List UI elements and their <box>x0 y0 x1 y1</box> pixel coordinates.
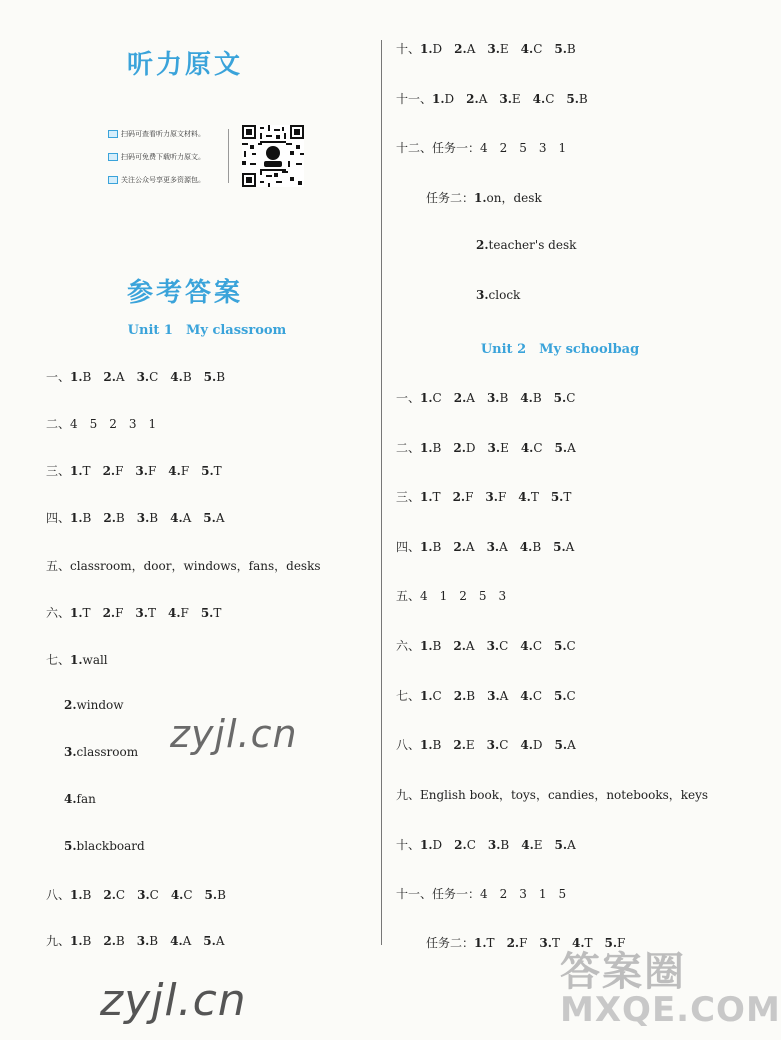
item-number: 2. <box>453 639 466 653</box>
item-number: 2. <box>466 92 479 106</box>
item-answer: D <box>465 441 476 455</box>
item-answer: A <box>565 540 575 554</box>
item-answer: E <box>500 441 509 455</box>
answers-title: 参考答案 <box>126 278 243 308</box>
qr-line: 关注公众号享更多资源包。 <box>108 175 205 185</box>
answer-line <box>396 439 576 456</box>
item-answer: A <box>466 42 476 56</box>
item-answer: T <box>82 606 91 620</box>
item-number: 1. <box>70 934 83 948</box>
item-answer: A <box>466 391 475 405</box>
question-number: 六、 <box>396 639 421 653</box>
item-answer: D <box>532 738 543 752</box>
item-answer: C <box>499 639 509 653</box>
item-answer: F <box>180 606 189 620</box>
item-answer: F <box>115 464 124 478</box>
item-answer: T <box>213 464 222 478</box>
item-number: 3. <box>136 370 150 384</box>
answer-line <box>46 651 108 668</box>
item-number: 2. <box>103 511 116 525</box>
item-number: 5. <box>554 689 567 703</box>
answer-line <box>396 637 576 654</box>
item-number: 5. <box>64 839 77 853</box>
item-number: 4. <box>170 370 183 384</box>
item-number: 5. <box>553 391 567 405</box>
book-icon <box>108 153 118 161</box>
item-number: 2. <box>454 838 467 852</box>
item-answer: C <box>533 441 543 455</box>
question-number: 四、 <box>396 540 421 554</box>
item-number: 3. <box>486 540 500 554</box>
answer-line <box>426 189 542 206</box>
item-answer: T <box>82 464 91 478</box>
item-answer: B <box>82 934 92 948</box>
question-number: 七、 <box>396 689 421 703</box>
item-answer: C <box>149 888 159 902</box>
item-answer: B <box>149 934 159 948</box>
item-answer: A <box>215 511 225 525</box>
item-number: 4. <box>520 42 534 56</box>
item-number: 4. <box>571 936 585 950</box>
item-number: 2. <box>64 698 77 712</box>
item-number: 2. <box>102 464 116 478</box>
item-answer: E <box>511 92 521 106</box>
item-answer: B <box>182 370 192 384</box>
item-number: 1. <box>70 464 83 478</box>
item-number: 4. <box>518 490 531 504</box>
question-number: 五、 <box>46 559 71 573</box>
answer-line <box>396 836 576 853</box>
answer-line <box>476 288 520 302</box>
item-number: 1. <box>70 370 83 384</box>
item-answer: B <box>500 838 510 852</box>
item-number: 1. <box>420 838 433 852</box>
item-answer: B <box>432 441 442 455</box>
item-answer: A <box>567 441 576 455</box>
item-answer: teacher's desk <box>488 238 577 252</box>
answer-line <box>46 886 226 903</box>
item-answer: A <box>567 838 576 852</box>
item-answer: A <box>182 934 192 948</box>
item-number: 4. <box>170 934 183 948</box>
question-number: 一、 <box>46 370 71 384</box>
right-column <box>380 0 738 1040</box>
answer-text: 任务一：4 2 5 3 1 <box>432 141 567 155</box>
item-answer: T <box>584 936 593 950</box>
item-number: 4. <box>167 606 181 620</box>
item-number: 5. <box>554 838 568 852</box>
item-number: 4. <box>520 639 533 653</box>
item-answer: blackboard <box>76 839 145 853</box>
question-number: 四、 <box>46 511 71 525</box>
item-answer: B <box>432 540 442 554</box>
answer-line <box>396 40 576 57</box>
item-answer: T <box>147 606 156 620</box>
item-number: 4. <box>519 540 533 554</box>
answer-text: 4 5 2 3 1 <box>70 417 157 431</box>
question-number: 二、 <box>46 417 71 431</box>
item-answer: B <box>115 511 125 525</box>
item-number: 2. <box>454 42 467 56</box>
item-answer: T <box>486 936 495 950</box>
item-number: 5. <box>203 511 216 525</box>
item-number: 5. <box>554 42 567 56</box>
item-answer: E <box>465 738 475 752</box>
answer-line <box>396 538 574 555</box>
item-answer: A <box>465 540 475 554</box>
item-number: 1. <box>420 540 433 554</box>
item-answer: C <box>149 370 159 384</box>
item-answer: clock <box>488 288 521 302</box>
item-answer: B <box>566 42 576 56</box>
corner-watermark-bottom: MXQE.COM <box>560 990 781 1030</box>
watermark-mid: zyjl.cn <box>170 712 298 756</box>
item-number: 3. <box>136 934 150 948</box>
question-number: 五、 <box>396 589 421 603</box>
item-answer: F <box>519 936 528 950</box>
item-number: 5. <box>204 888 218 902</box>
item-number: 2. <box>476 238 489 252</box>
item-number: 5. <box>554 738 568 752</box>
answer-line <box>396 786 708 803</box>
item-answer: A <box>567 738 576 752</box>
item-answer: D <box>432 838 443 852</box>
item-number: 4. <box>532 92 546 106</box>
item-answer: F <box>617 936 626 950</box>
item-number: 3. <box>135 606 148 620</box>
item-answer: T <box>432 490 441 504</box>
question-number: 九、 <box>46 934 71 948</box>
task-label: 任务二： <box>426 936 475 950</box>
item-number: 1. <box>70 606 83 620</box>
item-answer: B <box>532 540 542 554</box>
item-number: 5. <box>553 540 566 554</box>
qr-code[interactable] <box>242 125 304 187</box>
corner-watermark-top: 答案圈 <box>560 949 686 995</box>
item-answer: B <box>115 934 125 948</box>
question-number: 八、 <box>46 888 71 902</box>
item-number: 3. <box>487 42 500 56</box>
item-number: 4. <box>520 689 533 703</box>
item-answer: F <box>180 464 190 478</box>
answer-line <box>64 839 145 853</box>
answer-line <box>396 736 576 753</box>
item-number: 4. <box>520 738 533 752</box>
item-answer: B <box>82 511 92 525</box>
item-answer: B <box>149 511 159 525</box>
question-number: 十、 <box>396 838 421 852</box>
item-answer: B <box>82 370 92 384</box>
answer-line <box>46 604 221 621</box>
item-number: 2. <box>453 689 467 703</box>
item-number: 3. <box>499 92 512 106</box>
item-answer: A <box>499 540 508 554</box>
item-number: 2. <box>103 370 116 384</box>
item-answer: C <box>566 391 576 405</box>
item-answer: window <box>76 698 124 712</box>
item-number: 1. <box>420 689 433 703</box>
item-answer: C <box>533 42 543 56</box>
item-number: 1. <box>420 738 433 752</box>
unit-2-title: Unit 2 My schoolbag <box>480 342 640 357</box>
item-answer: C <box>183 888 193 902</box>
answer-line <box>396 885 566 902</box>
listening-title: 听力原文 <box>126 50 243 80</box>
item-number: 3. <box>137 888 150 902</box>
answer-line <box>46 368 225 385</box>
item-answer: B <box>532 391 542 405</box>
item-answer: C <box>566 639 576 653</box>
item-number: 4. <box>521 838 534 852</box>
question-number: 十一、 <box>396 887 433 901</box>
question-number: 九、 <box>396 788 421 802</box>
answer-line <box>64 698 124 712</box>
item-number: 3. <box>64 745 77 759</box>
item-answer: E <box>533 838 543 852</box>
item-answer: B <box>578 92 588 106</box>
item-number: 3. <box>476 288 489 302</box>
item-number: 1. <box>420 391 433 405</box>
item-answer: T <box>563 490 572 504</box>
item-answer: B <box>432 639 442 653</box>
item-answer: F <box>497 490 507 504</box>
item-number: 2. <box>453 540 466 554</box>
answer-line <box>46 415 156 432</box>
item-number: 3. <box>486 639 500 653</box>
item-number: 3. <box>136 511 150 525</box>
item-answer: C <box>532 639 543 653</box>
question-number: 三、 <box>396 490 421 504</box>
item-answer: B <box>499 391 509 405</box>
item-answer: E <box>499 42 509 56</box>
item-number: 3. <box>487 441 501 455</box>
item-number: 2. <box>103 888 116 902</box>
answer-line <box>64 792 96 806</box>
answer-line <box>396 90 588 107</box>
answer-line <box>46 932 225 949</box>
item-number: 2. <box>453 391 467 405</box>
item-answer: A <box>115 370 125 384</box>
item-answer: on，desk <box>486 191 542 205</box>
item-number: 4. <box>170 888 184 902</box>
item-answer: C <box>532 689 543 703</box>
item-number: 1. <box>474 191 487 205</box>
item-number: 5. <box>554 441 568 455</box>
item-answer: classroom <box>76 745 139 759</box>
item-number: 5. <box>203 934 216 948</box>
item-number: 5. <box>550 490 564 504</box>
item-answer: D <box>432 42 443 56</box>
item-answer: B <box>216 370 226 384</box>
answer-line <box>46 509 225 526</box>
answer-text: 任务一：4 2 3 1 5 <box>432 887 567 901</box>
item-number: 2. <box>103 934 116 948</box>
book-icon <box>108 176 118 184</box>
item-answer: C <box>466 838 476 852</box>
item-number: 1. <box>70 653 83 667</box>
item-number: 2. <box>452 490 466 504</box>
item-number: 4. <box>64 792 77 806</box>
item-number: 5. <box>201 464 214 478</box>
answer-text: classroom，door，windows，fans，desks <box>70 559 321 573</box>
item-answer: fan <box>76 792 96 806</box>
question-number: 六、 <box>46 606 71 620</box>
item-answer: C <box>499 738 509 752</box>
item-answer: C <box>566 689 576 703</box>
item-answer: T <box>551 936 560 950</box>
item-answer: B <box>82 888 92 902</box>
qr-divider <box>228 129 229 183</box>
item-answer: B <box>217 888 226 902</box>
item-number: 3. <box>539 936 552 950</box>
item-number: 3. <box>486 391 500 405</box>
answer-line <box>396 687 576 704</box>
answer-text: 4 1 2 5 3 <box>420 589 507 603</box>
item-number: 3. <box>135 464 148 478</box>
item-number: 1. <box>420 490 433 504</box>
item-number: 4. <box>520 391 533 405</box>
qr-line: 扫码可免费下载听力原文。 <box>108 152 205 162</box>
item-answer: A <box>499 689 509 703</box>
item-answer: T <box>213 606 222 620</box>
item-answer: D <box>444 92 455 106</box>
question-number: 三、 <box>46 464 71 478</box>
item-number: 1. <box>420 441 433 455</box>
answer-line <box>476 238 576 252</box>
item-answer: F <box>147 464 157 478</box>
item-answer: T <box>530 490 539 504</box>
unit-1-title: Unit 1 My classroom <box>127 323 287 338</box>
item-answer: A <box>215 934 225 948</box>
item-number: 5. <box>554 639 567 653</box>
item-number: 4. <box>520 441 534 455</box>
item-number: 3. <box>487 838 501 852</box>
question-number: 十、 <box>396 42 421 56</box>
item-number: 5. <box>604 936 618 950</box>
item-answer: C <box>115 888 126 902</box>
item-answer: B <box>466 689 476 703</box>
answer-line <box>396 389 575 406</box>
answer-line <box>46 557 321 574</box>
item-number: 5. <box>203 370 217 384</box>
answer-line <box>64 745 138 759</box>
question-number: 二、 <box>396 441 421 455</box>
item-answer: A <box>465 639 475 653</box>
item-number: 4. <box>170 511 183 525</box>
item-number: 1. <box>420 639 433 653</box>
item-number: 2. <box>453 441 466 455</box>
item-number: 1. <box>420 42 433 56</box>
answer-line <box>46 462 222 479</box>
item-number: 1. <box>70 888 83 902</box>
item-number: 4. <box>168 464 181 478</box>
qr-line: 扫码可查看听力原文材料。 <box>108 129 205 139</box>
left-column <box>0 0 370 1040</box>
item-number: 2. <box>102 606 116 620</box>
question-number: 七、 <box>46 653 71 667</box>
item-number: 1. <box>432 92 445 106</box>
answer-line <box>396 488 571 505</box>
qr-info-box <box>108 125 308 187</box>
answer-text: English book，toys，candies，notebooks，keys <box>420 788 709 802</box>
item-answer: A <box>182 511 192 525</box>
item-number: 3. <box>485 490 498 504</box>
item-number: 5. <box>200 606 214 620</box>
item-answer: A <box>478 92 488 106</box>
question-number: 十一、 <box>396 92 433 106</box>
item-number: 2. <box>506 936 520 950</box>
item-number: 5. <box>566 92 579 106</box>
item-answer: wall <box>82 653 108 667</box>
corner-watermark <box>560 940 781 1035</box>
answer-line <box>396 139 566 156</box>
item-number: 3. <box>487 689 500 703</box>
item-answer: F <box>115 606 124 620</box>
question-number: 十二、 <box>396 141 433 155</box>
item-number: 3. <box>486 738 500 752</box>
item-answer: B <box>432 738 442 752</box>
item-number: 1. <box>474 936 487 950</box>
question-number: 八、 <box>396 738 421 752</box>
item-answer: C <box>432 391 442 405</box>
item-number: 2. <box>453 738 466 752</box>
item-answer: C <box>432 689 442 703</box>
book-icon <box>108 130 118 138</box>
watermark-bottom: zyjl.cn <box>100 975 247 1026</box>
item-answer: F <box>465 490 474 504</box>
answer-line <box>396 587 506 604</box>
question-number: 一、 <box>396 391 421 405</box>
item-answer: C <box>545 92 555 106</box>
task-label: 任务二： <box>426 191 475 205</box>
item-number: 1. <box>70 511 83 525</box>
